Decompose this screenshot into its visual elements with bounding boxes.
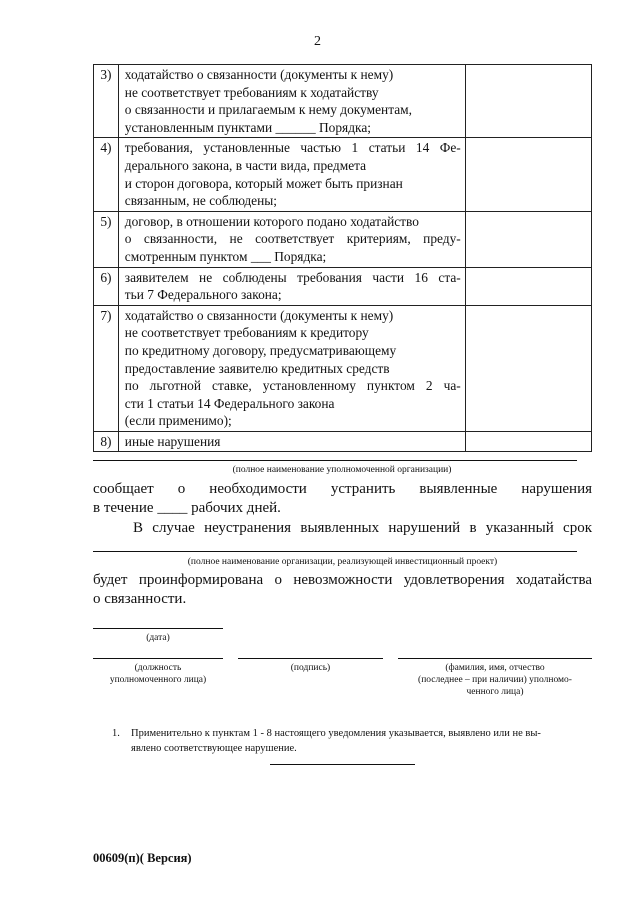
row-text: [118, 305, 465, 431]
signature-line: [238, 658, 383, 659]
row-number: 8): [94, 431, 119, 452]
paragraph-1-line-1: сообщает о необходимости устранить выявленные нарушения: [93, 481, 592, 497]
row-number: 3): [94, 65, 119, 138]
org-caption: (полное наименование уполномоченной организации): [232, 465, 452, 475]
row-mark-cell: [465, 138, 591, 211]
row-text-line: о связанности и прилагаемым к нему документам,: [124, 102, 412, 118]
footnote-text: Применительно к пунктам 1 - 8 настоящего уведомления указывается, выявлено или не вы- явлено соответствующее нарушение.: [131, 728, 541, 754]
paragraph-3-line-2: о связанности.: [93, 591, 187, 607]
footnote-number: 1.: [112, 728, 120, 739]
row-number: 5): [94, 211, 119, 267]
project-org-caption: (полное наименование организации, реализующей инвестиционный проект): [187, 557, 498, 567]
row-text-line: договор, в отношении которого подано ходатайство: [124, 213, 419, 229]
row-mark-cell: [465, 305, 591, 431]
footnote-separator: [270, 764, 415, 765]
row-mark-cell: [465, 211, 591, 267]
paragraph-3-line-1: будет проинформирована о невозможности удовлетворения ходатайства: [93, 572, 592, 588]
row-number: 7): [94, 305, 119, 431]
row-text-line: заявителем не соблюдены требования части 16 ста-: [124, 269, 461, 285]
paragraph-2-line-1: В случае неустранения выявленных нарушений в указанный срок: [133, 520, 592, 536]
row-text-line: по льготной ставке, установленному пунктом 2 ча-: [124, 378, 461, 394]
table-row: [94, 431, 592, 452]
table-row: [94, 305, 592, 431]
row-text-line: предоставление заявителю кредитных средств: [124, 360, 390, 376]
row-text: [118, 267, 465, 305]
position-line: [93, 658, 223, 659]
row-text-line: не соответствует требованиям к кредитору: [124, 325, 369, 341]
row-mark-cell: [465, 431, 591, 452]
project-org-line: [93, 551, 577, 552]
row-number: 6): [94, 267, 119, 305]
row-text-line: ходатайство о связанности (документы к нему): [124, 307, 394, 323]
row-text-line: смотренным пунктом ___ Порядка;: [124, 248, 327, 264]
date-caption: (дата): [146, 633, 170, 643]
table-row: [94, 65, 592, 138]
org-name-line: [93, 460, 577, 461]
row-text-line: связанным, не соблюдены;: [124, 193, 277, 209]
row-text-line: требования, установленные частью 1 статьи 14 Фе-: [124, 140, 461, 156]
full-name-line: [398, 658, 592, 659]
table-row: [94, 138, 592, 211]
page-number: 2: [314, 34, 321, 49]
row-mark-cell: [465, 65, 591, 138]
row-number: 4): [94, 138, 119, 211]
table-row: [94, 267, 592, 305]
signature-caption: (подпись): [290, 663, 331, 673]
table-row: [94, 211, 592, 267]
row-text: [118, 431, 465, 452]
row-text-line: и сторон договора, который может быть признан: [124, 175, 403, 191]
row-text-line: сти 1 статьи 14 Федерального закона: [124, 395, 335, 411]
row-text-line: не соответствует требованиям к ходатайству: [124, 84, 379, 100]
full-name-caption: (фамилия, имя, отчество (последнее – при наличии) уполномо- ченного лица): [418, 663, 572, 697]
row-text-line: ходатайство о связанности (документы к нему): [124, 67, 394, 82]
violations-table: [93, 64, 592, 452]
row-text: [118, 211, 465, 267]
row-text-line: дерального закона, в части вида, предмета: [124, 157, 367, 173]
position-caption: (должность уполномоченного лица): [109, 663, 207, 685]
row-text-line: тьи 7 Федерального закона;: [124, 287, 282, 303]
row-text: [118, 65, 465, 138]
row-text-line: (если применимо);: [124, 413, 232, 429]
row-text-line: иные нарушения: [124, 433, 221, 449]
row-mark-cell: [465, 267, 591, 305]
row-text-line: установленным пунктами ______ Порядка;: [124, 119, 371, 135]
row-text-line: по кредитному договору, предусматривающему: [124, 342, 397, 358]
version-label: 00609(п)( Версия): [93, 851, 192, 865]
row-text-line: о связанности, не соответствует критериям, преду-: [124, 231, 461, 247]
row-text: [118, 138, 465, 211]
paragraph-1-line-2: в течение ____ рабочих дней.: [93, 500, 281, 516]
date-line: [93, 628, 223, 629]
